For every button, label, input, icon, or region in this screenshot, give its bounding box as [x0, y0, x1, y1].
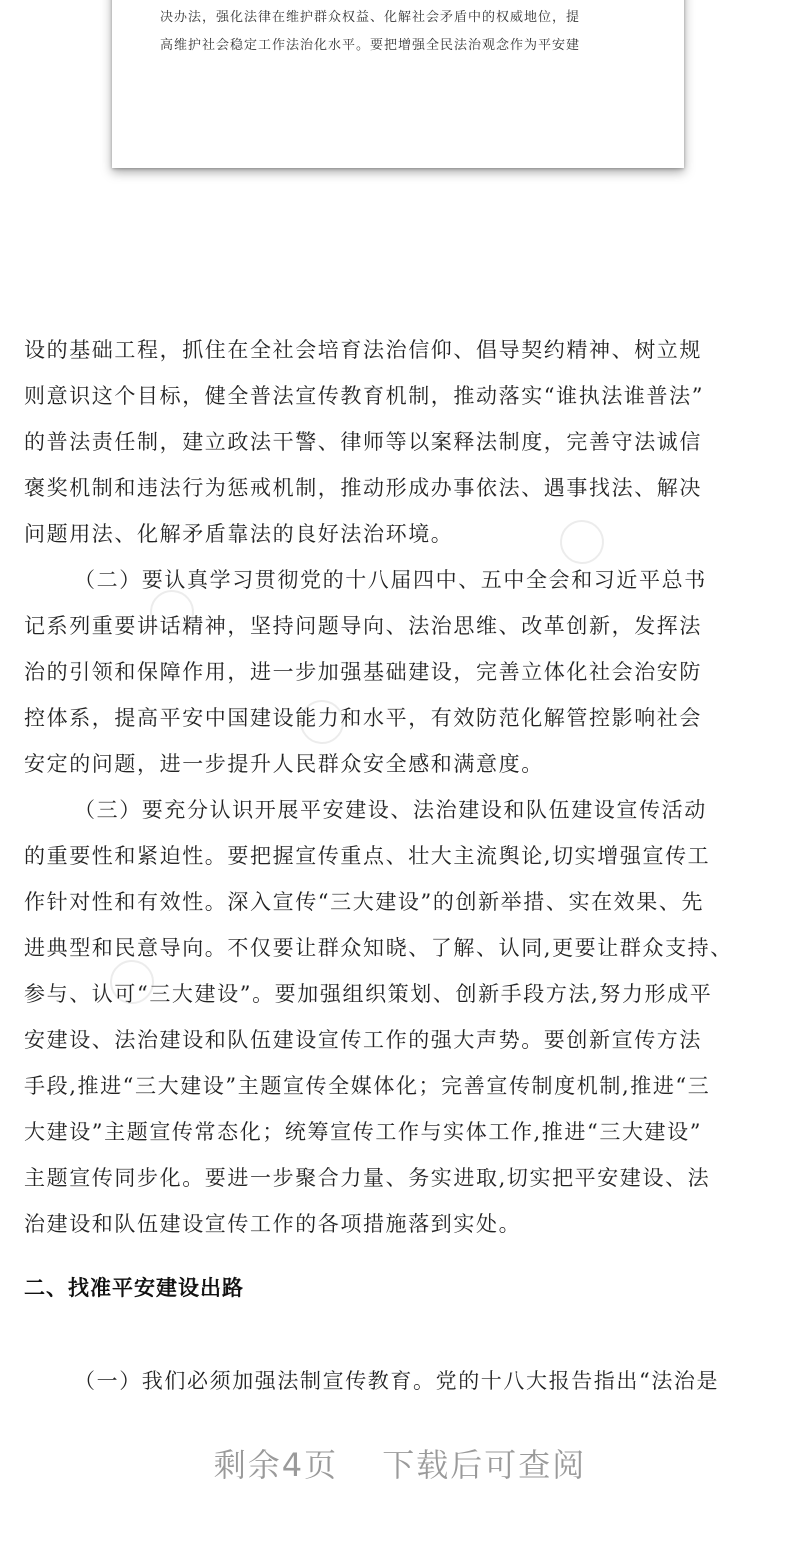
body-line: 治的引领和保障作用，进一步加强基础建设，完善立体化社会治安防 [24, 660, 702, 684]
page-preview-card [112, 0, 684, 168]
body-line: 则意识这个目标，健全普法宣传教育机制，推动落实“谁执法谁普法” [24, 384, 705, 408]
body-line: 安建设、法治建设和队伍建设宣传工作的强大声势。要创新宣传方法 [24, 1028, 702, 1052]
body-line: 作针对性和有效性。深入宣传“三大建设”的创新举措、实在效果、先 [24, 890, 705, 914]
body-line: 的普法责任制，建立政法干警、律师等以案释法制度，完善守法诚信 [24, 430, 702, 454]
body-line: （三）要充分认识开展平安建设、法治建设和队伍建设宣传活动 [74, 798, 707, 822]
body-line: 治建设和队伍建设宣传工作的各项措施落到实处。 [24, 1212, 522, 1236]
download-prompt[interactable] [0, 1440, 800, 1486]
preview-line: 决办法，强化法律在维护群众权益、化解社会矛盾中的权威地位，提 [160, 10, 581, 25]
body-line: 控体系，提高平安中国建设能力和水平，有效防范化解管控影响社会 [24, 706, 702, 730]
body-line: 的重要性和紧迫性。要把握宣传重点、壮大主流舆论,切实增强宣传工 [24, 844, 711, 868]
remaining-pages-label: 剩余4页 [213, 1446, 339, 1484]
body-line: 进典型和民意导向。不仅要让群众知晓、了解、认同,更要让群众支持、 [24, 936, 733, 960]
body-line: 褒奖机制和违法行为惩戒机制，推动形成办事依法、遇事找法、解决 [24, 476, 702, 500]
body-line: 记系列重要讲话精神，坚持问题导向、法治思维、改革创新，发挥法 [24, 614, 702, 638]
body-line: 主题宣传同步化。要进一步聚合力量、务实进取,切实把平安建设、法 [24, 1166, 711, 1190]
body-line: （一）我们必须加强法制宣传教育。党的十八大报告指出“法治是 [74, 1369, 720, 1393]
download-to-view-label: 下载后可查阅 [382, 1446, 587, 1484]
document-body [24, 327, 794, 1247]
body-line: 安定的问题，进一步提升人民群众安全感和满意度。 [24, 752, 544, 776]
body-line: 设的基础工程，抓住在全社会培育法治信仰、倡导契约精神、树立规 [24, 338, 702, 362]
body-line: 参与、认可“三大建设”。要加强组织策划、创新手段方法,努力形成平 [24, 982, 713, 1006]
body-line: （二）要认真学习贯彻党的十八届四中、五中全会和习近平总书 [74, 568, 707, 592]
body-line: 大建设”主题宣传常态化；统筹宣传工作与实体工作,推进“三大建设” [24, 1120, 703, 1144]
preview-text [160, 4, 640, 60]
section-heading: 二、找准平安建设出路 [24, 1276, 244, 1300]
body-line: 问题用法、化解矛盾靠法的良好法治环境。 [24, 522, 454, 546]
preview-line: 高维护社会稳定工作法治化水平。要把增强全民法治观念作为平安建 [160, 38, 581, 53]
body-line: 手段,推进“三大建设”主题宣传全媒体化；完善宣传制度机制,推进“三 [24, 1074, 711, 1098]
